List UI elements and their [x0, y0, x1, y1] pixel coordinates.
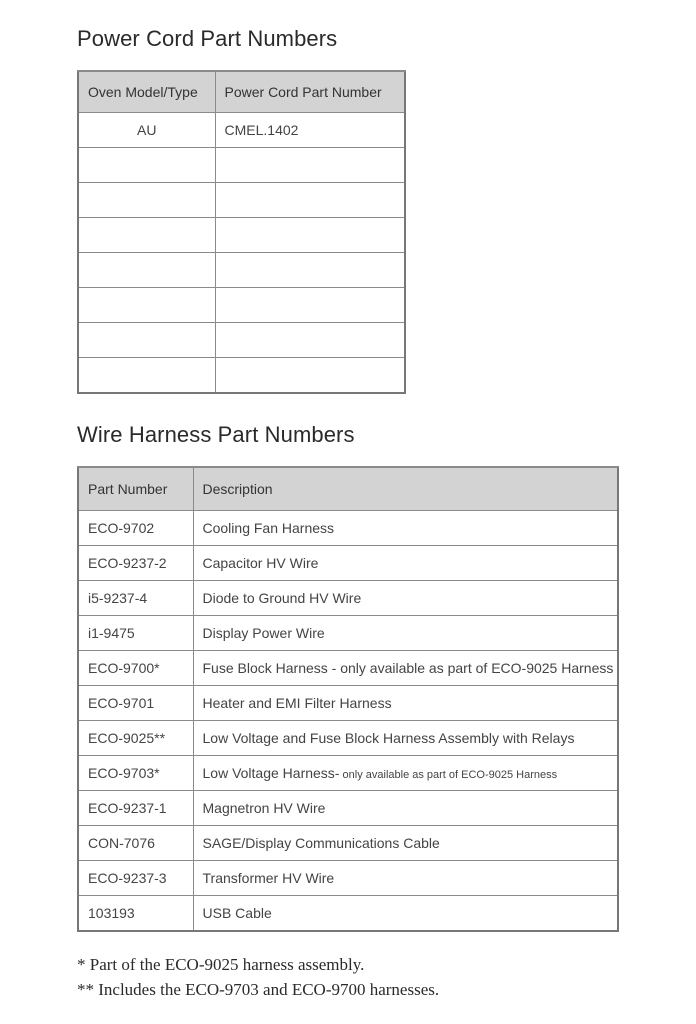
power-cord-part-cell [215, 253, 405, 288]
wire-harness-title: Wire Harness Part Numbers [77, 422, 355, 447]
table-row [78, 288, 405, 323]
description-cell [193, 861, 618, 896]
table-row [78, 323, 405, 358]
table-row [78, 581, 618, 616]
oven-model-cell [78, 253, 215, 288]
description-cell [193, 686, 618, 721]
oven-model-cell [78, 218, 215, 253]
description-cell [193, 581, 618, 616]
table-row [78, 511, 618, 546]
table-row [78, 826, 618, 861]
column-header-part-number: Part Number [78, 467, 193, 511]
description-cell [193, 511, 618, 546]
part-number-cell: ECO-9701 [78, 686, 193, 721]
table-row [78, 651, 618, 686]
part-number-cell: ECO-9703* [78, 756, 193, 791]
description-text: Magnetron HV Wire [202, 800, 326, 816]
part-number-cell: i1-9475 [78, 616, 193, 651]
power-cord-part-cell [215, 183, 405, 218]
description-text: Low Voltage and Fuse Block Harness Assembly with Relays [202, 730, 575, 746]
oven-model-cell [78, 148, 215, 183]
description-cell [193, 546, 618, 581]
description-cell [193, 756, 618, 791]
table-row [78, 148, 405, 183]
footnote-single-asterisk: * Part of the ECO-9025 harness assembly. [77, 955, 365, 974]
description-text: SAGE/Display Communications Cable [202, 835, 440, 851]
table-row [78, 791, 618, 826]
power-cord-table [77, 70, 406, 394]
description-cell [193, 721, 618, 756]
description-cell [193, 791, 618, 826]
description-cell [193, 616, 618, 651]
part-number-cell: i5-9237-4 [78, 581, 193, 616]
table-row [78, 358, 405, 394]
description-text: Cooling Fan Harness [202, 520, 335, 536]
part-number-cell: ECO-9025** [78, 721, 193, 756]
part-number-cell: 103193 [78, 896, 193, 932]
description-cell [193, 826, 618, 861]
wire-harness-table [77, 466, 619, 932]
part-number-cell: ECO-9237-3 [78, 861, 193, 896]
table-row [78, 861, 618, 896]
footnotes [77, 952, 439, 1002]
oven-model-cell [78, 323, 215, 358]
part-number-cell: ECO-9237-2 [78, 546, 193, 581]
power-cord-part-cell [215, 148, 405, 183]
table-row [78, 113, 405, 148]
oven-model-cell: AU [78, 113, 215, 148]
description-text: Display Power Wire [202, 625, 325, 641]
part-number-cell: ECO-9700* [78, 651, 193, 686]
part-number-cell: CON-7076 [78, 826, 193, 861]
footnote-double-asterisk: ** Includes the ECO-9703 and ECO-9700 harnesses. [77, 980, 440, 999]
description-text: Transformer HV Wire [202, 870, 335, 886]
table-row [78, 546, 618, 581]
power-cord-part-cell [215, 288, 405, 323]
description-text: Fuse Block Harness - only available as part of ECO-9025 Harness [202, 660, 614, 676]
table-row [78, 616, 618, 651]
column-header-description: Description [193, 467, 618, 511]
oven-model-cell [78, 183, 215, 218]
table-row [78, 756, 618, 791]
column-header-power-cord-part-number: Power Cord Part Number [215, 71, 405, 113]
column-header-oven-model: Oven Model/Type [78, 71, 215, 113]
description-text: Capacitor HV Wire [202, 555, 319, 571]
table-row [78, 686, 618, 721]
table-header-row [78, 71, 405, 113]
table-row [78, 896, 618, 932]
table-row [78, 183, 405, 218]
table-row [78, 253, 405, 288]
description-text: USB Cable [202, 905, 272, 921]
oven-model-cell [78, 288, 215, 323]
description-text: Heater and EMI Filter Harness [202, 695, 392, 711]
description-text: Low Voltage Harness- [202, 765, 340, 781]
description-note: only available as part of ECO-9025 Harness [339, 769, 558, 781]
description-cell [193, 651, 618, 686]
power-cord-part-cell [215, 323, 405, 358]
power-cord-part-cell [215, 358, 405, 394]
table-row [78, 721, 618, 756]
table-header-row [78, 467, 618, 511]
power-cord-part-cell [215, 218, 405, 253]
description-cell [193, 896, 618, 932]
power-cord-title: Power Cord Part Numbers [77, 26, 338, 51]
description-text: Diode to Ground HV Wire [202, 590, 362, 606]
part-number-cell: ECO-9702 [78, 511, 193, 546]
power-cord-part-cell: CMEL.1402 [215, 113, 405, 148]
table-row [78, 218, 405, 253]
oven-model-cell [78, 358, 215, 394]
part-number-cell: ECO-9237-1 [78, 791, 193, 826]
